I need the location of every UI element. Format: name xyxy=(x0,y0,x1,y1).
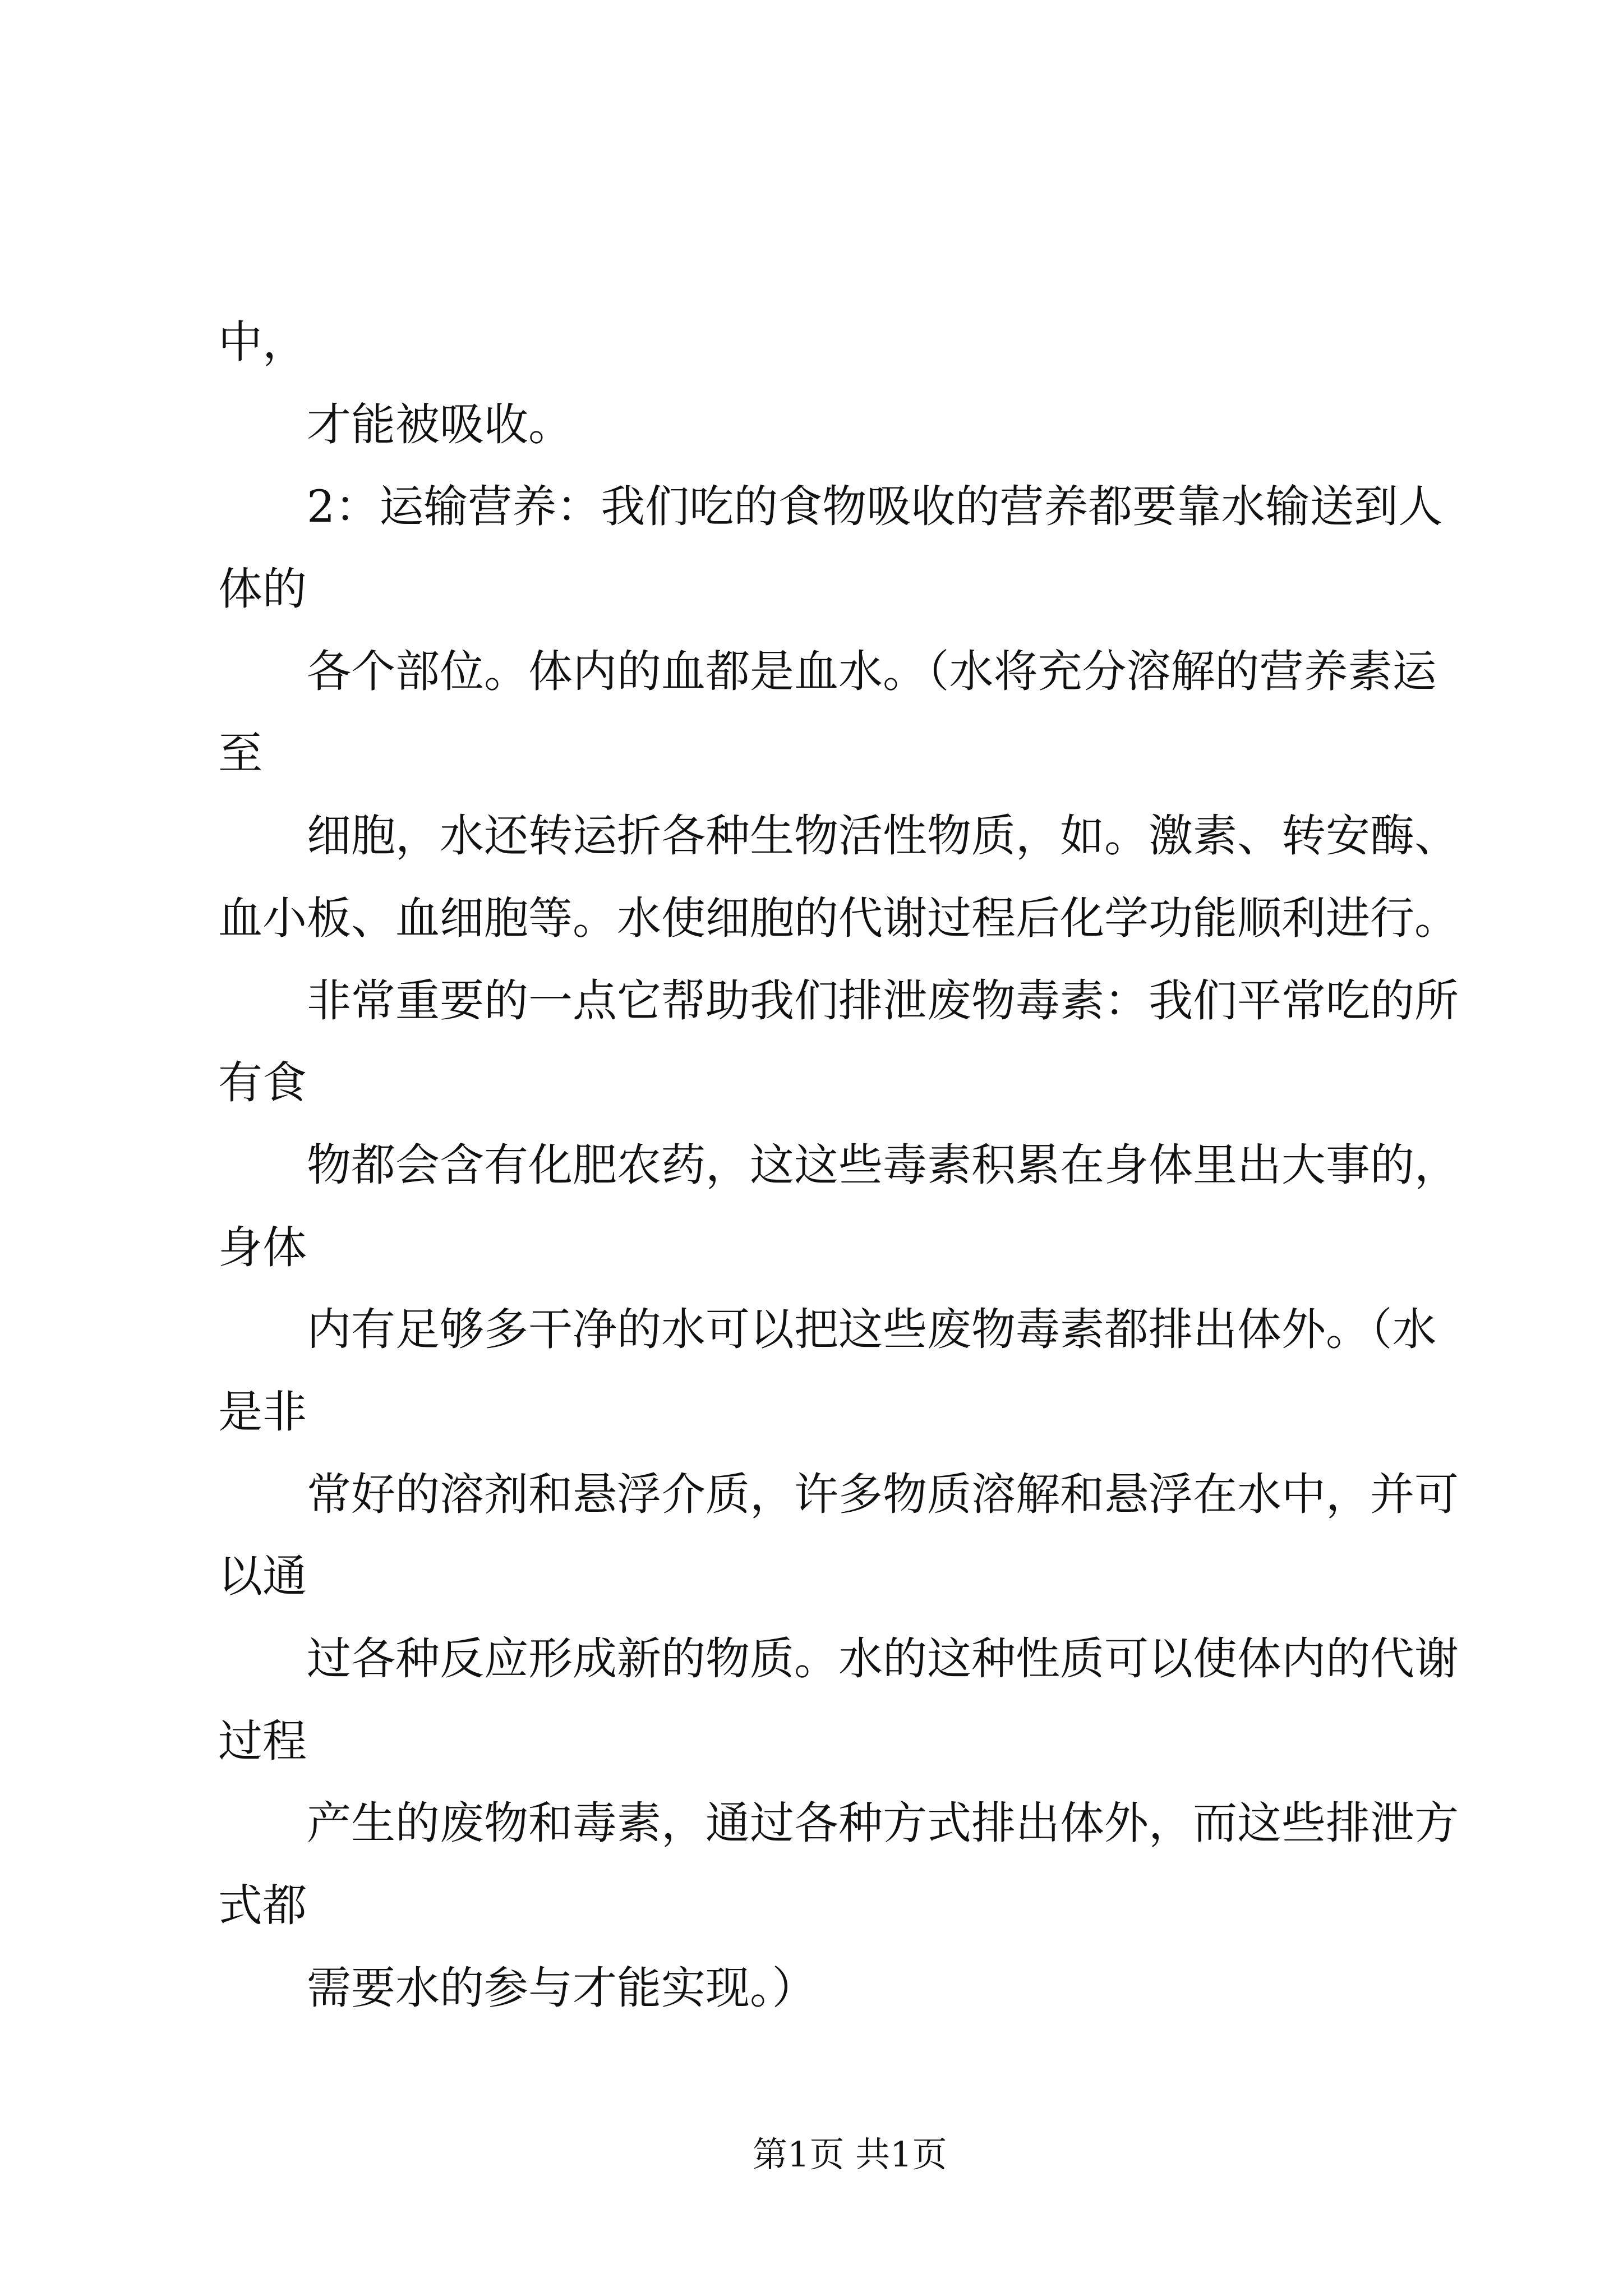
body-line: 产生的废物和毒素，通过各种方式排出体外，而这些排泄方 xyxy=(307,1797,1459,1849)
body-line: 以通 xyxy=(218,1550,307,1603)
body-line: 体的 xyxy=(218,563,307,615)
body-line: 血小板、血细胞等。水使细胞的代谢过程后化学功能顺利进行。 xyxy=(218,892,1459,944)
body-line: 有食 xyxy=(218,1057,307,1109)
body-line: 需要水的参与才能实现。） xyxy=(307,1962,817,2014)
document-body xyxy=(218,301,1564,2029)
body-line: 中， xyxy=(218,316,307,368)
body-line: 至 xyxy=(218,728,262,780)
body-line: 物都会含有化肥农药，这这些毒素积累在身体里出大事的， xyxy=(307,1139,1459,1191)
body-line: 式都 xyxy=(218,1880,307,1932)
body-line: 过各种反应形成新的物质。水的这种性质可以使体内的代谢 xyxy=(307,1633,1459,1685)
body-line: 各个部位。体内的血都是血水。（水将充分溶解的营养素运 xyxy=(307,645,1437,697)
body-line: 是非 xyxy=(218,1386,307,1438)
body-line: 内有足够多干净的水可以把这些废物毒素都排出体外。（水 xyxy=(307,1304,1437,1356)
body-line: 常好的溶剂和悬浮介质，许多物质溶解和悬浮在水中，并可 xyxy=(307,1468,1459,1520)
body-line: 过程 xyxy=(218,1715,307,1767)
body-line: 2：运输营养：我们吃的食物吸收的营养都要靠水输送到人 xyxy=(307,481,1443,533)
body-line: 才能被吸收。 xyxy=(307,398,573,450)
body-line: 身体 xyxy=(218,1221,307,1273)
body-line: 细胞，水还转运折各种生物活性物质，如。激素、转安酶、 xyxy=(307,810,1459,862)
page-footer-page-number: 第1页 共1页 xyxy=(753,2134,947,2175)
body-line: 非常重要的一点它帮助我们排泄废物毒素：我们平常吃的所 xyxy=(307,974,1459,1027)
